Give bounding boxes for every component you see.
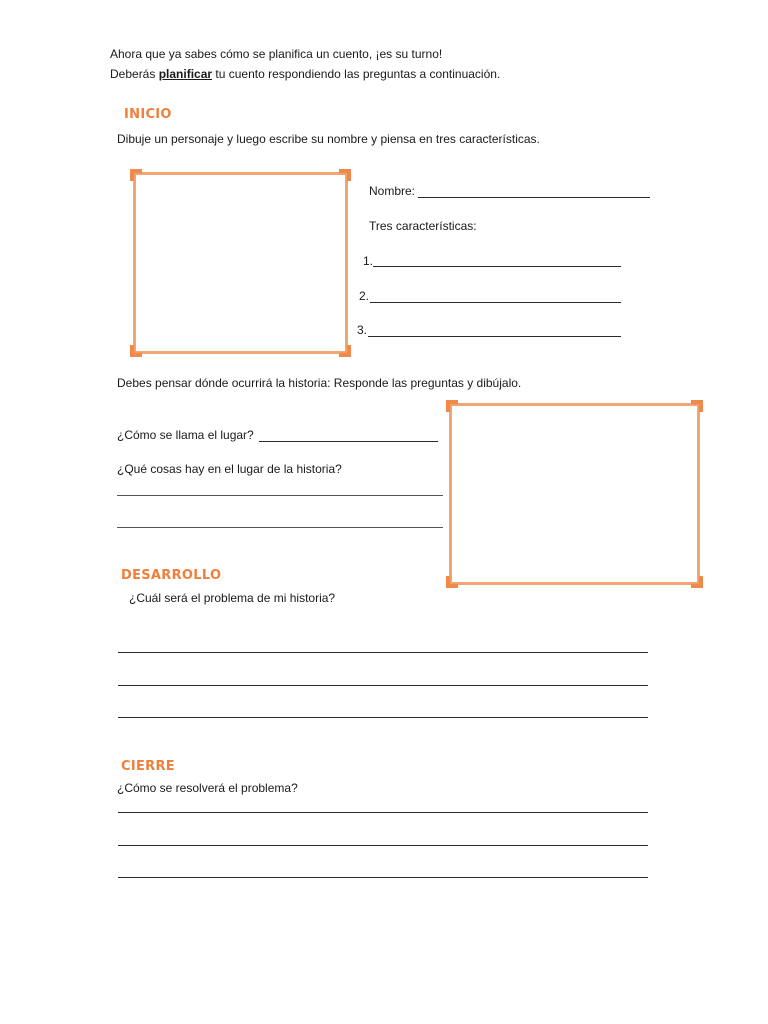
lugar-name-answer-line[interactable] [259, 441, 438, 442]
lugar-cosas-answer-line-1[interactable] [117, 495, 443, 496]
frame-corner [130, 169, 142, 181]
caracteristica-answer-line-2[interactable] [370, 302, 621, 303]
tres-caracteristicas-label: Tres características: [369, 219, 477, 233]
intro-line-2-suffix: tu cuento respondiendo las preguntas a continuación. [212, 67, 501, 81]
cierre-heading: CIERRE [121, 759, 175, 774]
caracteristica-answer-line-3[interactable] [368, 336, 621, 337]
caracteristica-number-2: 2. [359, 289, 370, 303]
frame-corner [339, 169, 351, 181]
nombre-label: Nombre: [369, 184, 416, 198]
cierre-answer-line-1[interactable] [118, 812, 648, 813]
intro-line-2-prefix: Deberás [110, 67, 159, 81]
caracteristica-number-3: 3. [357, 323, 368, 337]
frame-corner [446, 576, 458, 588]
intro-line-2-bold: planificar [158, 67, 213, 81]
lugar-question-2: ¿Qué cosas hay en el lugar de la historia? [117, 462, 342, 476]
frame-corner [691, 576, 703, 588]
desarrollo-question: ¿Cuál será el problema de mi historia? [129, 591, 336, 605]
lugar-instruction: Debes pensar dónde ocurrirá la historia: Responde las preguntas y dibújalo. [117, 376, 522, 390]
frame-corner [691, 400, 703, 412]
caracteristica-answer-line-1[interactable] [373, 266, 621, 267]
inicio-heading: INICIO [124, 107, 172, 122]
desarrollo-answer-line-3[interactable] [118, 717, 648, 718]
frame-corner [130, 345, 142, 357]
intro-line-2 [110, 68, 500, 80]
inicio-instruction: Dibuje un personaje y luego escribe su nombre y piensa en tres características. [117, 132, 540, 146]
desarrollo-heading: DESARROLLO [121, 568, 222, 583]
nombre-answer-line[interactable] [418, 197, 650, 198]
character-drawing-frame [133, 172, 348, 354]
desarrollo-answer-line-2[interactable] [118, 685, 648, 686]
cierre-question: ¿Cómo se resolverá el problema? [117, 781, 298, 795]
lugar-question-1: ¿Cómo se llama el lugar? [117, 428, 254, 442]
caracteristica-number-1: 1. [363, 254, 374, 268]
desarrollo-answer-line-1[interactable] [118, 652, 648, 653]
frame-corner [446, 400, 458, 412]
place-drawing-frame [449, 403, 700, 585]
cierre-answer-line-3[interactable] [118, 877, 648, 878]
frame-corner [339, 345, 351, 357]
lugar-cosas-answer-line-2[interactable] [117, 527, 443, 528]
intro-line-1: Ahora que ya sabes cómo se planifica un cuento, ¡es su turno! [110, 47, 443, 61]
cierre-answer-line-2[interactable] [118, 845, 648, 846]
